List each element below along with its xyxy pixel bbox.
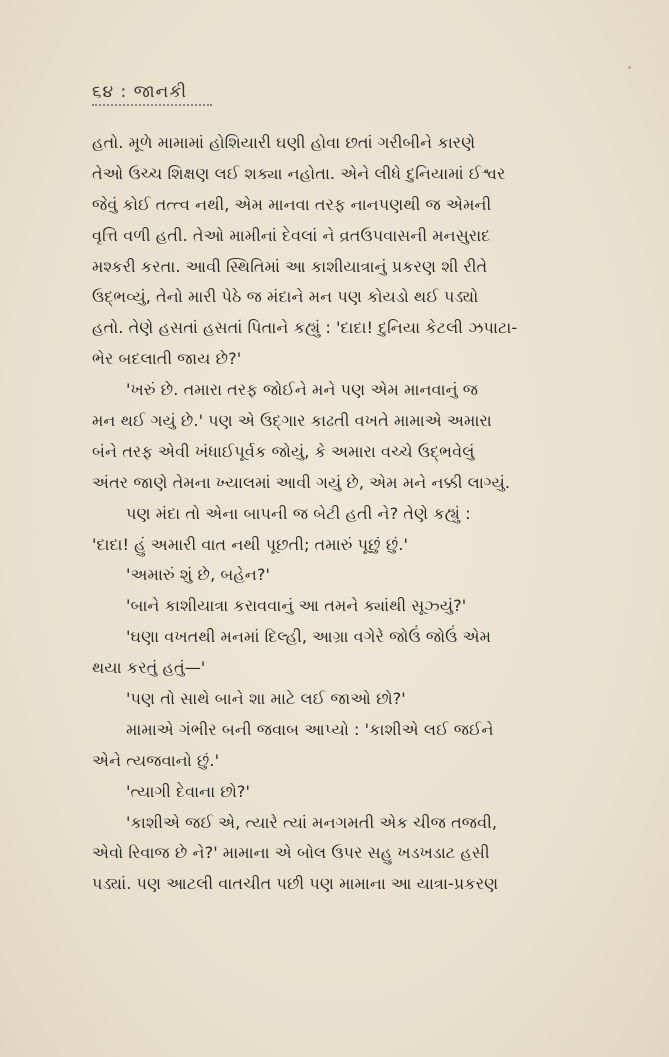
text-line: 'ઘણા વખતથી મનમાં દિલ્હી, આગ્રા વગેરે જોઉં જોઉં એમ	[126, 627, 492, 647]
text-line: ભેર બદલાતી જાય છે?'	[92, 349, 242, 369]
text-line: હતો. તેણે હસતાં હસતાં પિતાને કહ્યું : 'દાદા! દુનિયા કેટલી ઝપાટા-	[92, 318, 518, 338]
text-line: અંતર જાણે તેમના ખ્યાલમાં આવી ગયું છે, એમ મને નક્કી લાગ્યું.	[92, 472, 510, 492]
text-line: મામાએ ગંભીર બની જવાબ આપ્યો : 'કાશીએ લઈ જઈને	[126, 719, 494, 739]
text-line: એવો રિવાજ છે ને?' મામાના એ બોલ ઉપર સહુ ખડખડાટ હસી	[92, 843, 490, 863]
running-header	[92, 82, 187, 102]
text-line: હતો. મૂળે મામામાં હોશિયારી ઘણી હોવા છતાં ગરીબીને કારણે	[92, 133, 476, 152]
body-text	[92, 128, 632, 900]
text-line: જેવું કોઈ તત્ત્વ નથી, એમ માનવા તરફ નાનપણથી જ એમની	[92, 194, 492, 214]
running-title: જાનકી	[133, 82, 188, 102]
text-line: બંને તરફ એવી ખંધાઈપૂર્વક જોયું, કે અમારા વચ્ચે ઉદ્ભવેલું	[92, 441, 475, 461]
header-separator: :	[120, 82, 128, 102]
text-line: વૃત્તિ વળી હતી. તેઓ મામીનાં દેવલાં ને વ્રતઉપવાસની મનસુરાદ	[92, 225, 491, 245]
text-line: ઉદ્ભવ્યું, તેનો મારી પેઠે જ મંદાને મન પણ કોયડો થઈ પડ્યો	[92, 287, 479, 307]
text-line: 'ત્યાગી દેવાના છો?'	[126, 781, 250, 801]
text-line: પડ્યાં. પણ આટલી વાતચીત પછી પણ મામાના આ યાત્રા-પ્રકરણ	[92, 874, 499, 894]
header-rule	[92, 104, 212, 106]
paper-speck	[628, 66, 631, 69]
text-line: મન થઈ ગયું છે.' પણ એ ઉદ્ગાર કાઢતી વખતે મામાએ અમારા	[92, 411, 492, 431]
text-line: થયા કરતું હતું—'	[92, 658, 206, 678]
text-line: પણ મંદા તો એના બાપની જ બેટી હતી ને? તેણે કહ્યું :	[126, 503, 471, 523]
text-line: 'બાને કાશીયાત્રા કરાવવાનું આ તમને ક્યાંથી સૂઝ્યું?'	[126, 596, 467, 616]
text-line: 'ખરું છે. તમારા તરફ જોઈને મને પણ એમ માનવાનું જ	[126, 380, 479, 400]
text-line: 'દાદા! હું અમારી વાત નથી પૂછતી; તમારું પૂછું છું.'	[92, 534, 408, 554]
text-line: એને ત્યજવાનો છું.'	[92, 750, 220, 770]
text-line: 'પણ તો સાથે બાને શા માટે લઈ જાઓ છો?'	[126, 689, 406, 709]
text-line: 'કાશીએ જઈ એ, ત્યારે ત્યાં મનગમતી એક ચીજ તજવી,	[126, 812, 497, 832]
text-line: તેઓ ઉચ્ચ શિક્ષણ લઈ શક્યા નહોતા. એને લીધે દુનિયામાં ઈશ્વર	[92, 163, 506, 183]
text-line: મશ્કરી કરતા. આવી સ્થિતિમાં આ કાશીયાત્રાનું પ્રકરણ શી રીતે	[92, 256, 488, 276]
page-number: ૬૪	[92, 82, 115, 102]
text-line: 'અમારું શું છે, બહેન?'	[126, 565, 270, 585]
